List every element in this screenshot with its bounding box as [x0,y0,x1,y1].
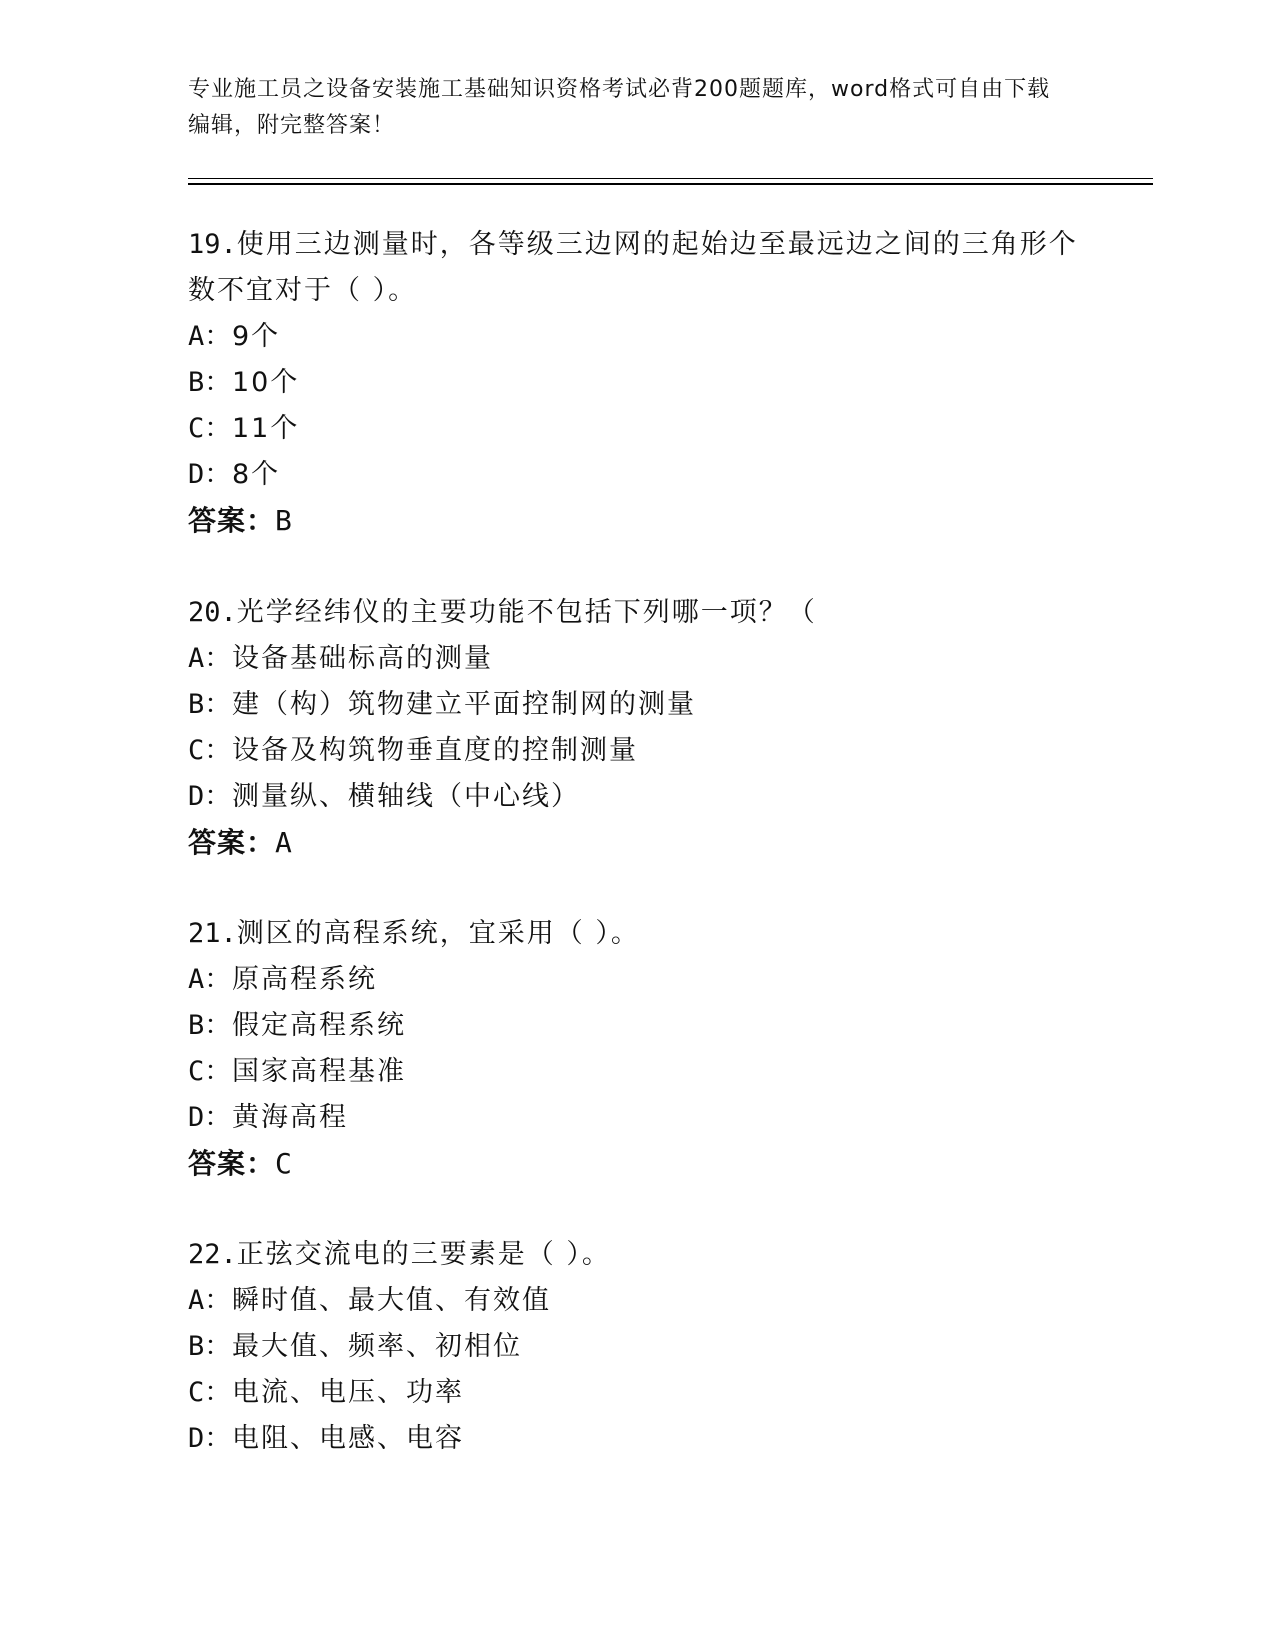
option-text: 假定高程系统 [232,1010,406,1041]
option-b [188,682,1088,728]
option-text: 10个 [232,367,300,398]
option-text: 电流、电压、功率 [232,1377,464,1408]
option-b [188,1324,1088,1370]
option-key: B： [188,1010,232,1041]
answer-label: 答案： [188,826,276,859]
answer-line [188,498,1088,544]
option-c [188,1370,1088,1416]
option-text: 原高程系统 [232,964,377,995]
question-body: 光学经纬仪的主要功能不包括下列哪一项？（ [236,597,817,628]
option-b [188,1003,1088,1049]
option-a [188,314,1088,360]
question-body: 测区的高程系统，宜采用（ ）。 [236,918,640,949]
option-text: 11个 [232,413,300,444]
option-c [188,728,1088,774]
option-text: 设备及构筑物垂直度的控制测量 [232,735,638,766]
option-key: C： [188,1377,232,1408]
question-19 [188,222,1088,544]
question-22 [188,1232,1088,1462]
question-20 [188,590,1088,866]
answer-line [188,1141,1088,1187]
option-key: D： [188,459,232,490]
option-c [188,1049,1088,1095]
question-text [188,222,1088,314]
answer-label: 答案： [188,1147,276,1180]
option-a [188,1278,1088,1324]
option-key: A： [188,1285,232,1316]
option-text: 国家高程基准 [232,1056,406,1087]
answer-value: C [275,1147,293,1180]
option-c [188,406,1088,452]
question-number: 20. [188,597,237,628]
option-key: A： [188,321,232,352]
option-key: B： [188,367,232,398]
option-text: 黄海高程 [232,1102,348,1133]
option-text: 建（构）筑物建立平面控制网的测量 [232,689,696,720]
option-text: 电阻、电感、电容 [232,1423,464,1454]
option-key: C： [188,413,232,444]
option-key: C： [188,1056,232,1087]
option-key: D： [188,1423,232,1454]
option-b [188,360,1088,406]
header-rule-thick [188,183,1153,185]
document-header: 专业施工员之设备安装施工基础知识资格考试必背200题题库，word格式可自由下载编辑，附完整答案！ [188,77,1051,138]
answer-line [188,820,1088,866]
option-text: 测量纵、横轴线（中心线） [232,781,580,812]
question-body: 正弦交流电的三要素是（ ）。 [236,1239,611,1270]
option-key: B： [188,689,232,720]
option-a [188,636,1088,682]
answer-value: B [275,504,293,537]
header-rule-thin [188,178,1153,179]
option-key: A： [188,964,232,995]
question-text [188,1232,1088,1278]
question-number: 21. [188,918,237,949]
option-key: D： [188,1102,232,1133]
option-key: D： [188,781,232,812]
option-text: 8个 [232,459,281,490]
option-key: C： [188,735,232,766]
option-text: 瞬时值、最大值、有效值 [232,1285,551,1316]
option-d [188,452,1088,498]
option-d [188,1095,1088,1141]
option-text: 设备基础标高的测量 [232,643,493,674]
option-a [188,957,1088,1003]
question-21 [188,911,1088,1187]
question-number: 22. [188,1239,237,1270]
question-text [188,590,1088,636]
option-d [188,774,1088,820]
option-text: 最大值、频率、初相位 [232,1331,522,1362]
answer-value: A [275,826,293,859]
option-d [188,1416,1088,1462]
option-key: A： [188,643,232,674]
question-body: 使用三边测量时，各等级三边网的起始边至最远边之间的三角形个数不宜对于（ ）。 [188,229,1078,306]
question-text [188,911,1088,957]
question-number: 19. [188,229,237,260]
answer-label: 答案： [188,504,276,537]
option-key: B： [188,1331,232,1362]
option-text: 9个 [232,321,281,352]
